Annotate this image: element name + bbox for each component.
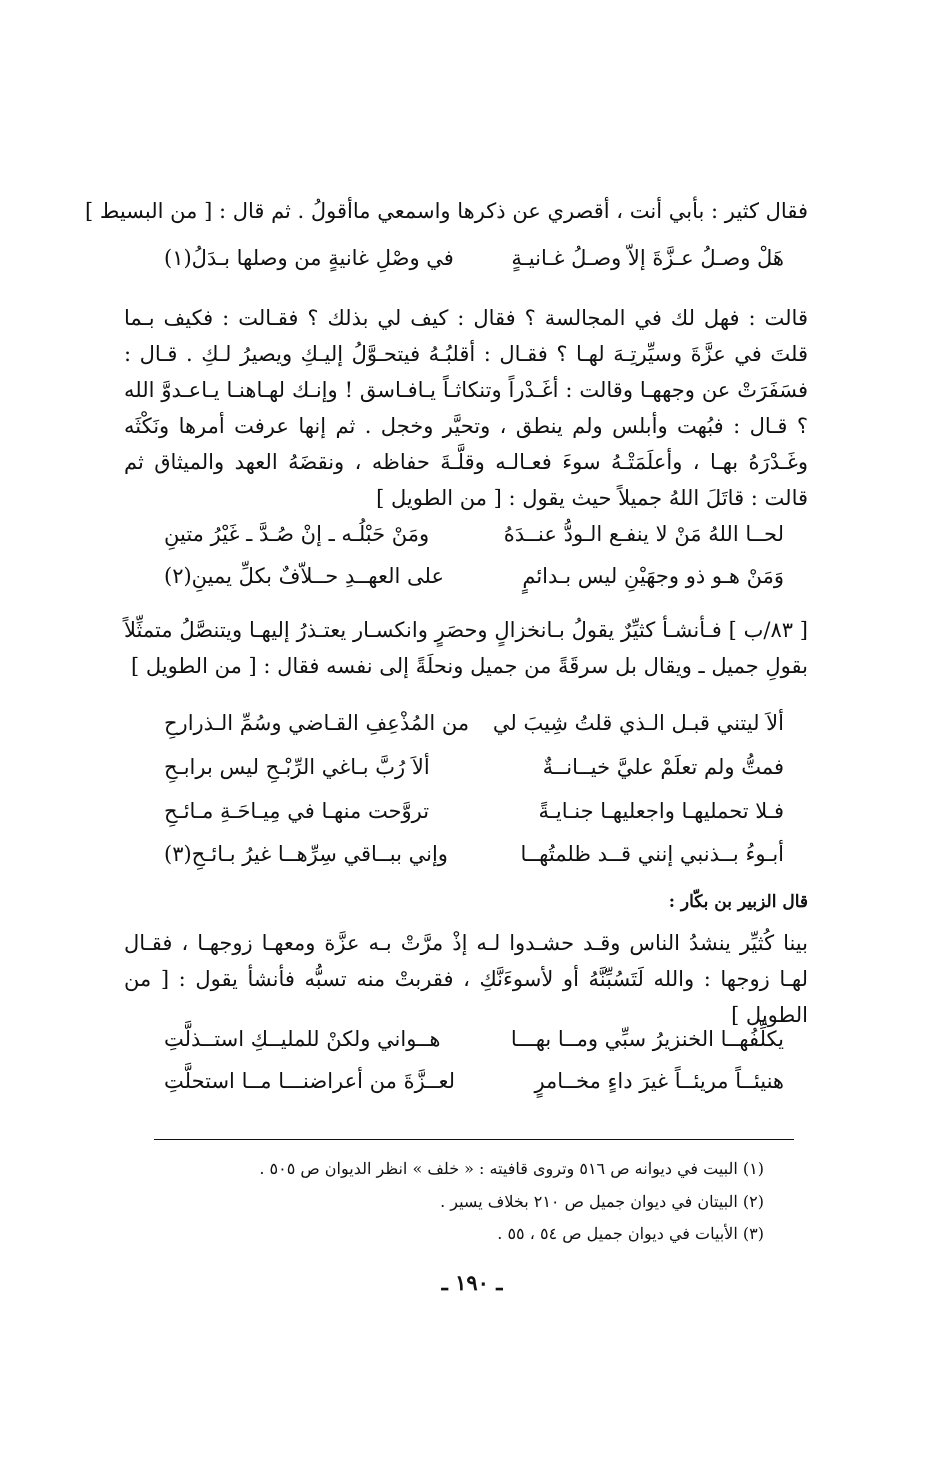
paragraph-3: [ ٨٣/ب ] فـأنشـأ كثيِّرٌ يقولُ بـانخزالٍ وحصَرٍ وانكسـار يعتـذرُ إليهـا ويتنصَّلُ متمثِّلاً بقولِ جميل ـ ويقال بل سرقَةً من جميل ونحلَةً إلى نفسه فقال : [ من الطويل ] bbox=[124, 618, 808, 678]
verse-second-hemistich: لعــزَّةَ من أعراضنـــا مــا استحلَّتِ bbox=[164, 1069, 456, 1093]
verse-first-hemistich: ألاَ ليتني قبـل الـذي قلتُ شِيبَ لي bbox=[492, 711, 784, 735]
verse-second-hemistich: على العهــدِ حــلاّفٌ بكلِّ يمينِ(٢) bbox=[164, 564, 444, 588]
verse-3a bbox=[164, 705, 784, 741]
verse-2b bbox=[164, 558, 784, 594]
verse-3c bbox=[164, 793, 784, 829]
verse-second-hemistich: من المُذْعِفِ القـاضي وسُمِّ الـذرارحِ bbox=[164, 711, 470, 735]
footnote-3: (٣) الأبيات في ديوان جميل ص ٥٤ ، ٥٥ . bbox=[497, 1224, 764, 1243]
verse-3b bbox=[164, 749, 784, 785]
footnote-separator bbox=[154, 1139, 794, 1140]
verse-second-hemistich: وإني ببــاقي سِرِّهــا غيرُ بـائـحِ(٣) bbox=[164, 842, 448, 866]
verse-3d bbox=[164, 836, 784, 872]
footnote-2: (٢) البيتان في ديوان جميل ص ٢١٠ بخلاف يسير . bbox=[440, 1192, 764, 1211]
verse-first-hemistich: وَمَنْ هـو ذو وجهَيْنِ ليس بـدائمٍ bbox=[522, 564, 784, 588]
verse-4a bbox=[164, 1021, 784, 1057]
verse-second-hemistich: ألاَ رُبَّ بـاغي الرِّبْـحِ ليس برابـحِ bbox=[164, 755, 430, 779]
paragraph-4: بينا كُثيِّر ينشدُ الناس وقـد حشـدوا لـه إذْ مرَّتْ بـه عزَّة ومعهـا زوجهـا ، فقـال لهـا زوجها : والله لَتَسُبِّنَّهُ أو لأسوءَنَّكِ ، فقربتْ منه تسبُّه فأنشأ يقول : [ من الطويل ] bbox=[124, 931, 808, 1027]
verse-first-hemistich: أبـوءُ بــذنبي إنني قــد ظلمتُهــا bbox=[520, 842, 784, 866]
verse-second-hemistich: ومَنْ حَبْلُـه ـ إنْ صُـدَّ ـ غَيْرُ متينِ bbox=[164, 522, 430, 546]
page-number: ـ ١٩٠ ـ bbox=[441, 1270, 503, 1295]
verse-first-hemistich: يكلِّفُهــا الخنزيرُ سبِّي ومــا بهـــا bbox=[510, 1027, 784, 1051]
verse-4b bbox=[164, 1063, 784, 1099]
verse-1-first-hemistich: هَلْ وصـلُ عـزَّةَ إلاّ وصـلُ غـانيـةٍ bbox=[511, 246, 784, 270]
verse-second-hemistich: هــواني ولكنْ للمليــكِ استــذلَّتِ bbox=[164, 1027, 441, 1051]
verse-1 bbox=[164, 240, 784, 276]
verse-first-hemistich: فمتُّ ولم تعلَمْ عليَّ خيــانــةٌ bbox=[542, 755, 784, 779]
verse-2a bbox=[164, 516, 784, 552]
footnote-1: (١) البيت في ديوانه ص ٥١٦ وتروى قافيته : « خلف » انظر الديوان ص ٥٠٥ . bbox=[259, 1159, 764, 1178]
verse-second-hemistich: تروَّحت منهـا في مِيـاحَـةِ مـائـحِ bbox=[164, 799, 430, 823]
verse-first-hemistich: هنيئــاً مريئــاً غيرَ داءٍ مخــامرٍ bbox=[534, 1069, 784, 1093]
narrator-label: قال الزبير بن بكّار : bbox=[668, 892, 808, 912]
verse-1-second-hemistich: في وصْلِ غانيةٍ من وصلها بـدَلُ(١) bbox=[164, 246, 454, 270]
paragraph-2: قالت : فهل لك في المجالسة ؟ فقال : كيف لي بذلك ؟ فقـالت : فكيف بـما قلتَ في عزَّةَ وسيِّرتِـهَ لهـا ؟ فقـال : أقلبُـهُ فيتحـوَّلُ إليـكِ ويصيرُ لـكِ . قـال : فسَفَرَتْ عن وجههـا وقالت : أغَـدْراً وتنكاثـاً يـافـاسق ! وإنـك لهـاهنـا يـاعـدوَّ الله ؟ قـال : فبُهت وأبلس ولم ينطق ، وتحيَّر وخجل . ثم إنها عرفت أمرها ونَكْثَه وغَـدْرَهُ بهـا ، وأعلَمَتْـهُ سوءَ فعـالـه وقلَّـةَ حفاظه ، ونقضَهُ العهد والميثاق ثم قالت : قاتَلَ اللهُ جميلاً حيث يقول : [ من الطويل ] bbox=[124, 306, 808, 510]
paragraph-1: فقال كثير : بأبي أنت ، أقصري عن ذكرها واسمعي ماأقولُ . ثم قال : [ من البسيط ] bbox=[85, 199, 808, 223]
verse-first-hemistich: لحــا اللهُ مَنْ لا ينفـع الـودُّ عنــدَهُ bbox=[503, 522, 784, 546]
verse-first-hemistich: فـلا تحمليهـا واجعليهـا جنـايـةً bbox=[538, 799, 784, 823]
